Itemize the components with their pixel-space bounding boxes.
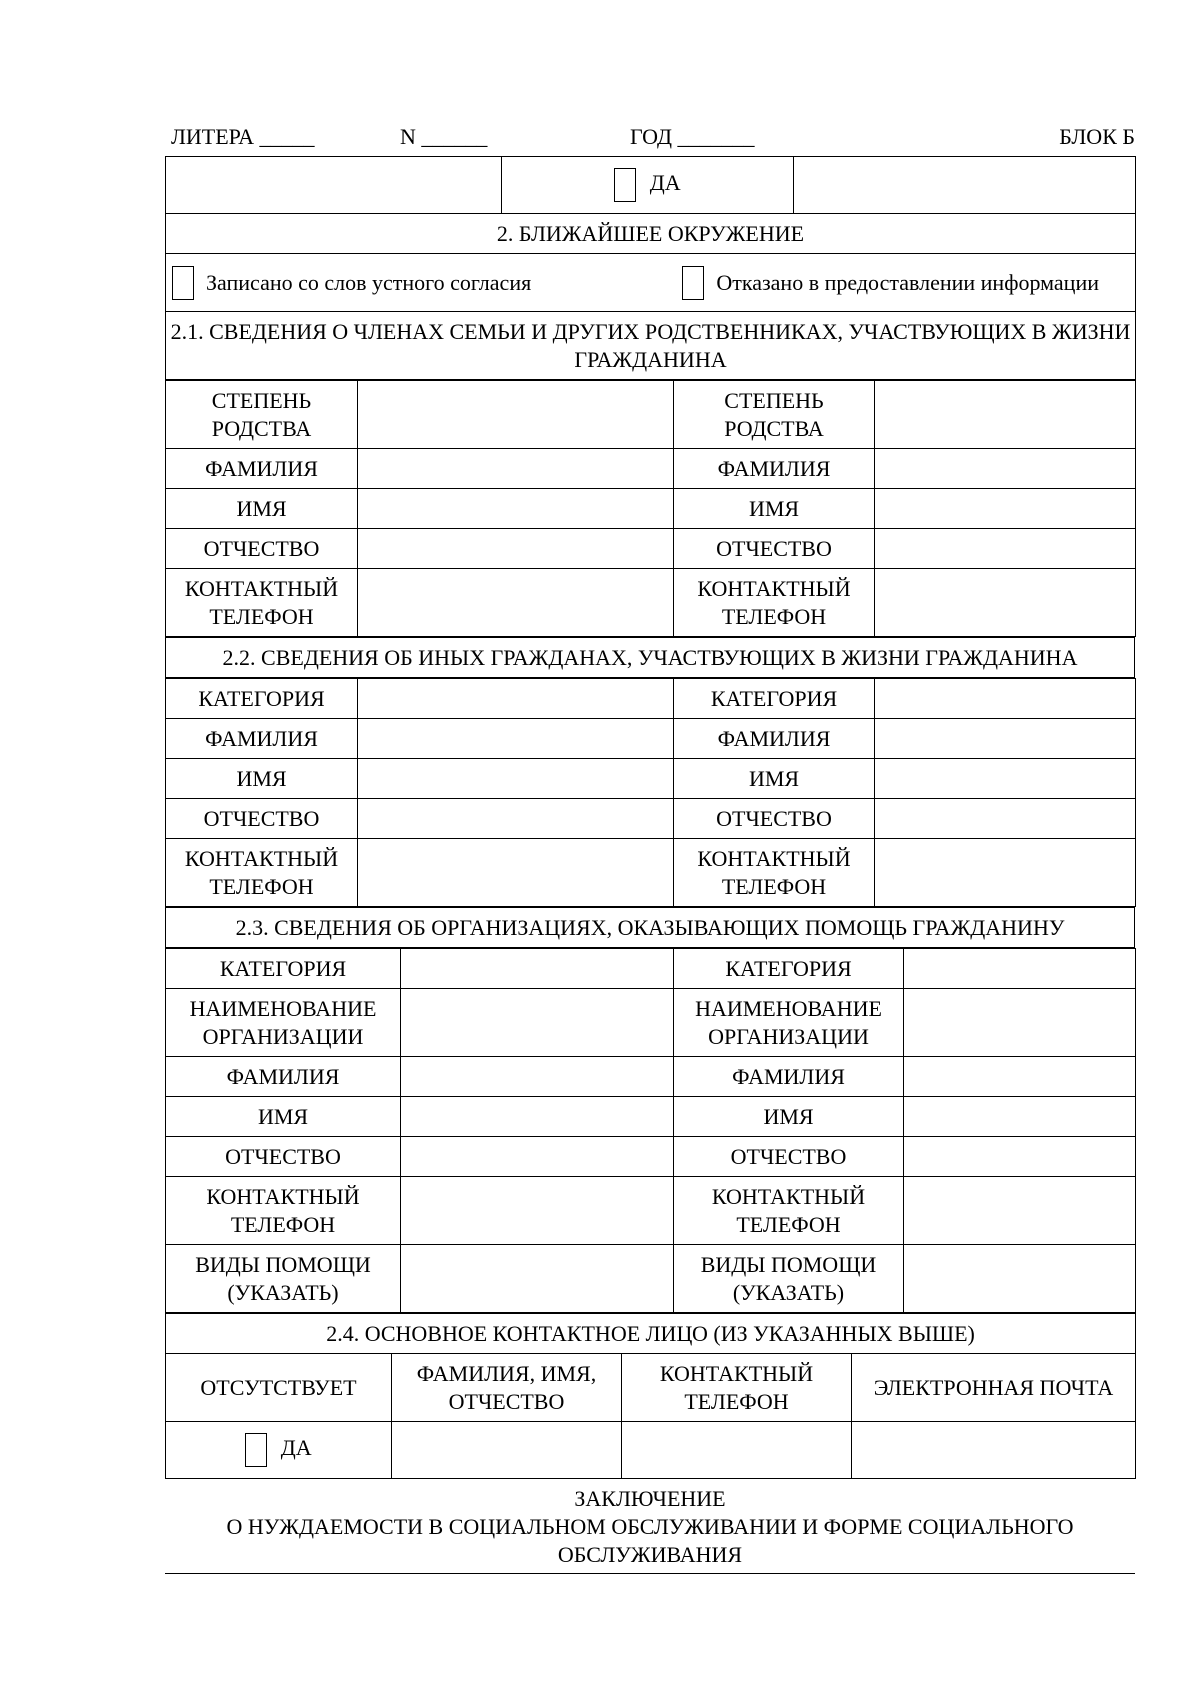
- s22-value-right[interactable]: [875, 799, 1136, 839]
- s21-label-left: ИМЯ: [166, 489, 358, 529]
- absent-da-label: ДА: [280, 1435, 312, 1461]
- s23-label-left: ИМЯ: [166, 1097, 401, 1137]
- s23-value-left[interactable]: [401, 989, 674, 1057]
- s22-value-right[interactable]: [875, 759, 1136, 799]
- s22-label-left: КОНТАКТНЫЙ ТЕЛЕФОН: [166, 839, 358, 907]
- consent-option-oral[interactable]: [172, 266, 531, 300]
- s21-value-right[interactable]: [875, 569, 1136, 637]
- oral-consent-checkbox[interactable]: [172, 266, 194, 300]
- s23-value-right[interactable]: [904, 1137, 1136, 1177]
- table-row: [166, 1057, 1136, 1097]
- table-row: [166, 489, 1136, 529]
- s21-value-right[interactable]: [875, 449, 1136, 489]
- s21-label-left: СТЕПЕНЬ РОДСТВА: [166, 381, 358, 449]
- year-label: ГОД _______: [630, 124, 755, 149]
- top-cell-da: [502, 157, 794, 214]
- s21-value-left[interactable]: [358, 569, 674, 637]
- s23-value-left[interactable]: [401, 1057, 674, 1097]
- table-row: [166, 569, 1136, 637]
- da-label: ДА: [649, 170, 681, 196]
- s22-value-left[interactable]: [358, 839, 674, 907]
- table-row: [166, 1097, 1136, 1137]
- table-row: [166, 719, 1136, 759]
- s24-email-input[interactable]: [852, 1422, 1136, 1479]
- s21-label-right: ИМЯ: [674, 489, 875, 529]
- s23-label-right: ФАМИЛИЯ: [674, 1057, 904, 1097]
- s22-title-table: [165, 637, 1135, 678]
- table-row: [166, 949, 1136, 989]
- s21-value-left[interactable]: [358, 381, 674, 449]
- table-row: [166, 679, 1136, 719]
- da-checkbox[interactable]: [614, 168, 636, 202]
- s23-label-left: КОНТАКТНЫЙ ТЕЛЕФОН: [166, 1177, 401, 1245]
- s22-value-left[interactable]: [358, 679, 674, 719]
- refused-label: Отказано в предоставлении информации: [716, 269, 1099, 295]
- absent-da-checkbox[interactable]: [245, 1433, 267, 1467]
- s21-value-left[interactable]: [358, 489, 674, 529]
- s23-title-table: [165, 907, 1135, 948]
- s22-table: [165, 678, 1136, 907]
- table-row: [166, 529, 1136, 569]
- s22-value-left[interactable]: [358, 799, 674, 839]
- s22-title: 2.2. СВЕДЕНИЯ ОБ ИНЫХ ГРАЖДАНАХ, УЧАСТВУЮЩИХ В ЖИЗНИ ГРАЖДАНИНА: [166, 638, 1135, 678]
- s24-col-fio: ФАМИЛИЯ, ИМЯ, ОТЧЕСТВО: [392, 1354, 622, 1422]
- s21-value-left[interactable]: [358, 529, 674, 569]
- footer-divider: [165, 1573, 1135, 1574]
- s21-label-left: КОНТАКТНЫЙ ТЕЛЕФОН: [166, 569, 358, 637]
- s23-label-right: ИМЯ: [674, 1097, 904, 1137]
- form-page: [165, 118, 1135, 1574]
- s23-label-left: ОТЧЕСТВО: [166, 1137, 401, 1177]
- number-label: N ______: [400, 124, 488, 149]
- s22-value-left[interactable]: [358, 759, 674, 799]
- s23-label-right: ВИДЫ ПОМОЩИ (УКАЗАТЬ): [674, 1245, 904, 1313]
- table-row: [166, 1137, 1136, 1177]
- s21-label-right: ОТЧЕСТВО: [674, 529, 875, 569]
- s22-label-right: ИМЯ: [674, 759, 875, 799]
- s22-value-right[interactable]: [875, 839, 1136, 907]
- top-cell-left[interactable]: [166, 157, 502, 214]
- s23-value-right[interactable]: [904, 1057, 1136, 1097]
- s23-value-left[interactable]: [401, 949, 674, 989]
- s23-label-right: НАИМЕНОВАНИЕ ОРГАНИЗАЦИИ: [674, 989, 904, 1057]
- block-label: БЛОК Б: [1059, 124, 1135, 149]
- consent-options: [166, 254, 1136, 312]
- s22-value-right[interactable]: [875, 719, 1136, 759]
- s21-label-right: ФАМИЛИЯ: [674, 449, 875, 489]
- table-row: [166, 1245, 1136, 1313]
- s21-value-left[interactable]: [358, 449, 674, 489]
- table-row: [166, 449, 1136, 489]
- s22-label-right: ФАМИЛИЯ: [674, 719, 875, 759]
- s24-phone-input[interactable]: [622, 1422, 852, 1479]
- s23-value-right[interactable]: [904, 1097, 1136, 1137]
- section2-title: 2. БЛИЖАЙШЕЕ ОКРУЖЕНИЕ: [166, 214, 1136, 254]
- consent-option-refused[interactable]: [682, 266, 1099, 300]
- s22-value-right[interactable]: [875, 679, 1136, 719]
- s23-value-right[interactable]: [904, 989, 1136, 1057]
- refused-checkbox[interactable]: [682, 266, 704, 300]
- s22-label-left: ИМЯ: [166, 759, 358, 799]
- s24-col-phone: КОНТАКТНЫЙ ТЕЛЕФОН: [622, 1354, 852, 1422]
- s22-label-right: КОНТАКТНЫЙ ТЕЛЕФОН: [674, 839, 875, 907]
- s23-label-right: КАТЕГОРИЯ: [674, 949, 904, 989]
- s24-title: 2.4. ОСНОВНОЕ КОНТАКТНОЕ ЛИЦО (ИЗ УКАЗАННЫХ ВЫШЕ): [166, 1314, 1136, 1354]
- s23-value-left[interactable]: [401, 1245, 674, 1313]
- s23-value-left[interactable]: [401, 1097, 674, 1137]
- s24-col-absent: ОТСУТСТВУЕТ: [166, 1354, 392, 1422]
- table-row: [166, 839, 1136, 907]
- s21-value-right[interactable]: [875, 381, 1136, 449]
- s22-label-left: ОТЧЕСТВО: [166, 799, 358, 839]
- s21-value-right[interactable]: [875, 489, 1136, 529]
- s23-value-right[interactable]: [904, 1245, 1136, 1313]
- s22-label-left: ФАМИЛИЯ: [166, 719, 358, 759]
- s23-label-right: ОТЧЕСТВО: [674, 1137, 904, 1177]
- s22-label-left: КАТЕГОРИЯ: [166, 679, 358, 719]
- conclusion-line2: О НУЖДАЕМОСТИ В СОЦИАЛЬНОМ ОБСЛУЖИВАНИИ И ФОРМЕ СОЦИАЛЬНОГО: [226, 1514, 1074, 1539]
- s23-label-left: ВИДЫ ПОМОЩИ (УКАЗАТЬ): [166, 1245, 401, 1313]
- s24-fio-input[interactable]: [392, 1422, 622, 1479]
- conclusion-line3: ОБСЛУЖИВАНИЯ: [557, 1542, 743, 1567]
- s21-value-right[interactable]: [875, 529, 1136, 569]
- table-row: [166, 989, 1136, 1057]
- table-row: [166, 1177, 1136, 1245]
- s21-label-left: ОТЧЕСТВО: [166, 529, 358, 569]
- s23-label-left: ФАМИЛИЯ: [166, 1057, 401, 1097]
- s22-value-left[interactable]: [358, 719, 674, 759]
- oral-consent-label: Записано со слов устного согласия: [206, 269, 532, 295]
- form-header: [165, 118, 1135, 156]
- s23-label-left: КАТЕГОРИЯ: [166, 949, 401, 989]
- top-cell-right[interactable]: [794, 157, 1136, 214]
- s24-table: [165, 1313, 1136, 1479]
- s23-value-right[interactable]: [904, 1177, 1136, 1245]
- s23-label-right: КОНТАКТНЫЙ ТЕЛЕФОН: [674, 1177, 904, 1245]
- s21-title: 2.1. СВЕДЕНИЯ О ЧЛЕНАХ СЕМЬИ И ДРУГИХ РОДСТВЕННИКАХ, УЧАСТВУЮЩИХ В ЖИЗНИ ГРАЖДАНИНА: [166, 312, 1136, 380]
- table-row: [166, 381, 1136, 449]
- s23-table: [165, 948, 1136, 1313]
- s23-value-left[interactable]: [401, 1177, 674, 1245]
- s23-label-left: НАИМЕНОВАНИЕ ОРГАНИЗАЦИИ: [166, 989, 401, 1057]
- s21-table: [165, 380, 1136, 637]
- conclusion-heading: [165, 1479, 1135, 1574]
- s21-label-right: КОНТАКТНЫЙ ТЕЛЕФОН: [674, 569, 875, 637]
- s23-title: 2.3. СВЕДЕНИЯ ОБ ОРГАНИЗАЦИЯХ, ОКАЗЫВАЮЩИХ ПОМОЩЬ ГРАЖДАНИНУ: [166, 908, 1135, 948]
- s23-value-right[interactable]: [904, 949, 1136, 989]
- s21-label-right: СТЕПЕНЬ РОДСТВА: [674, 381, 875, 449]
- s23-value-left[interactable]: [401, 1137, 674, 1177]
- conclusion-line1: ЗАКЛЮЧЕНИЕ: [574, 1486, 726, 1511]
- s21-label-left: ФАМИЛИЯ: [166, 449, 358, 489]
- s24-absent-cell: [166, 1422, 392, 1479]
- table-row: [166, 759, 1136, 799]
- s22-label-right: КАТЕГОРИЯ: [674, 679, 875, 719]
- s24-col-email: ЭЛЕКТРОННАЯ ПОЧТА: [852, 1354, 1136, 1422]
- top-row-table: [165, 156, 1136, 380]
- table-row: [166, 799, 1136, 839]
- litera-label: ЛИТЕРА _____: [171, 124, 315, 149]
- s22-label-right: ОТЧЕСТВО: [674, 799, 875, 839]
